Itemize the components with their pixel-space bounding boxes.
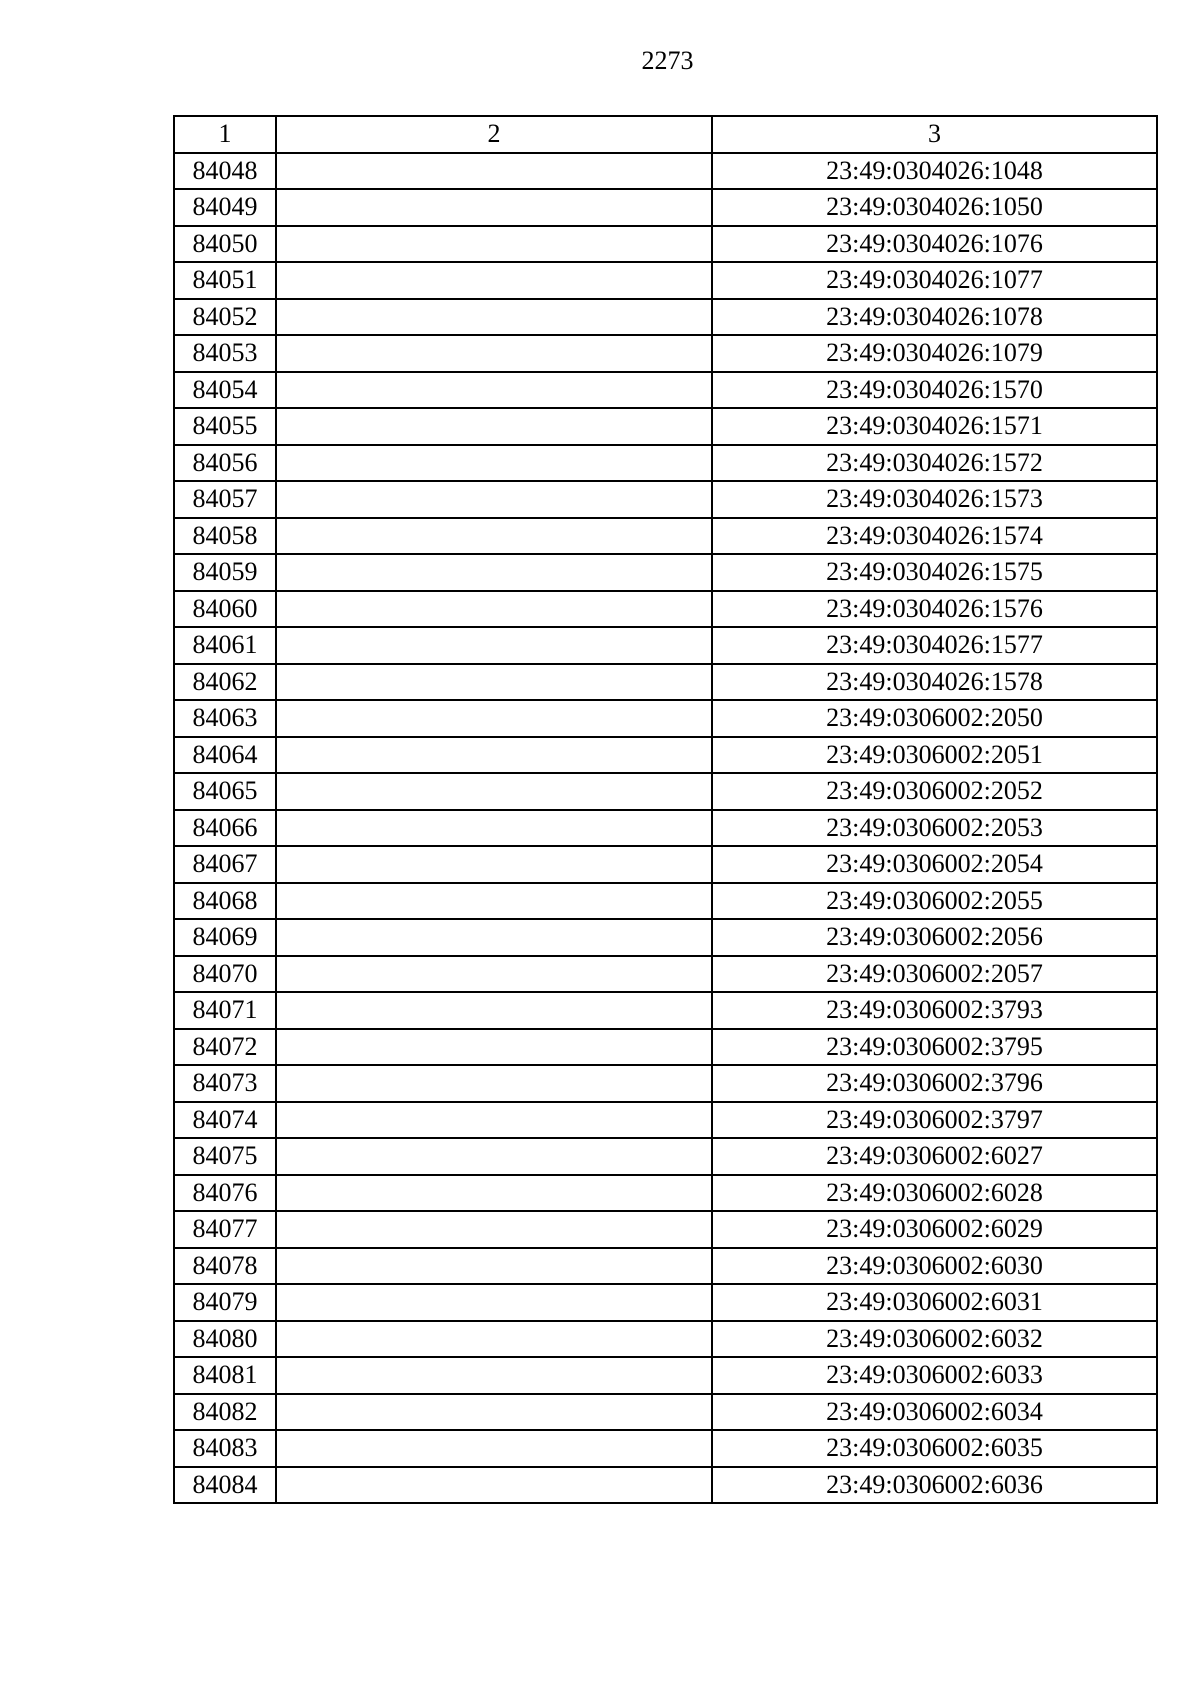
row-description-cell: [276, 262, 712, 299]
row-cadastral-code-cell: 23:49:0304026:1575: [712, 554, 1157, 591]
row-description-cell: [276, 1138, 712, 1175]
table-row: [174, 773, 1157, 810]
row-description-cell: [276, 299, 712, 336]
row-description-cell: [276, 408, 712, 445]
row-cadastral-code-cell: 23:49:0304026:1573: [712, 481, 1157, 518]
row-cadastral-code-cell: 23:49:0306002:6034: [712, 1394, 1157, 1431]
table-row: [174, 700, 1157, 737]
table-row: [174, 846, 1157, 883]
row-number-cell: 84060: [174, 591, 276, 628]
row-cadastral-code-cell: 23:49:0304026:1578: [712, 664, 1157, 701]
row-description-cell: [276, 846, 712, 883]
row-cadastral-code-cell: 23:49:0304026:1571: [712, 408, 1157, 445]
row-cadastral-code-cell: 23:49:0304026:1570: [712, 372, 1157, 409]
row-number-cell: 84084: [174, 1467, 276, 1504]
row-number-cell: 84080: [174, 1321, 276, 1358]
table-row: [174, 1284, 1157, 1321]
row-number-cell: 84073: [174, 1065, 276, 1102]
row-cadastral-code-cell: 23:49:0306002:6029: [712, 1211, 1157, 1248]
row-cadastral-code-cell: 23:49:0306002:6031: [712, 1284, 1157, 1321]
row-description-cell: [276, 189, 712, 226]
row-number-cell: 84074: [174, 1102, 276, 1139]
row-description-cell: [276, 956, 712, 993]
row-number-cell: 84051: [174, 262, 276, 299]
row-description-cell: [276, 773, 712, 810]
table-row: [174, 1357, 1157, 1394]
table-row: [174, 189, 1157, 226]
row-cadastral-code-cell: 23:49:0306002:6036: [712, 1467, 1157, 1504]
row-description-cell: [276, 1065, 712, 1102]
row-number-cell: 84075: [174, 1138, 276, 1175]
row-description-cell: [276, 1467, 712, 1504]
row-number-cell: 84066: [174, 810, 276, 847]
row-number-cell: 84055: [174, 408, 276, 445]
row-number-cell: 84053: [174, 335, 276, 372]
row-number-cell: 84067: [174, 846, 276, 883]
table-row: [174, 408, 1157, 445]
row-description-cell: [276, 518, 712, 555]
table-row: [174, 299, 1157, 336]
table-row: [174, 627, 1157, 664]
row-description-cell: [276, 992, 712, 1029]
row-number-cell: 84054: [174, 372, 276, 409]
table-row: [174, 1211, 1157, 1248]
row-description-cell: [276, 1211, 712, 1248]
table-row: [174, 1394, 1157, 1431]
row-cadastral-code-cell: 23:49:0304026:1077: [712, 262, 1157, 299]
page-number: 2273: [641, 46, 694, 75]
row-description-cell: [276, 591, 712, 628]
row-number-cell: 84061: [174, 627, 276, 664]
row-cadastral-code-cell: 23:49:0304026:1050: [712, 189, 1157, 226]
row-cadastral-code-cell: 23:49:0304026:1048: [712, 153, 1157, 190]
table-row: [174, 1138, 1157, 1175]
row-cadastral-code-cell: 23:49:0306002:6035: [712, 1430, 1157, 1467]
header-col-3: 3: [712, 116, 1157, 153]
row-number-cell: 84057: [174, 481, 276, 518]
table-row: [174, 1175, 1157, 1212]
row-cadastral-code-cell: 23:49:0306002:2056: [712, 919, 1157, 956]
row-cadastral-code-cell: 23:49:0304026:1574: [712, 518, 1157, 555]
table-row: [174, 226, 1157, 263]
row-description-cell: [276, 1248, 712, 1285]
row-cadastral-code-cell: 23:49:0306002:2053: [712, 810, 1157, 847]
row-cadastral-code-cell: 23:49:0304026:1076: [712, 226, 1157, 263]
row-number-cell: 84063: [174, 700, 276, 737]
table-row: [174, 591, 1157, 628]
table-row: [174, 992, 1157, 1029]
table-row: [174, 335, 1157, 372]
row-description-cell: [276, 810, 712, 847]
row-cadastral-code-cell: 23:49:0306002:2054: [712, 846, 1157, 883]
row-number-cell: 84048: [174, 153, 276, 190]
row-number-cell: 84058: [174, 518, 276, 555]
row-description-cell: [276, 153, 712, 190]
row-cadastral-code-cell: 23:49:0306002:6027: [712, 1138, 1157, 1175]
row-number-cell: 84076: [174, 1175, 276, 1212]
row-description-cell: [276, 1321, 712, 1358]
table-row: [174, 518, 1157, 555]
row-description-cell: [276, 1357, 712, 1394]
row-description-cell: [276, 737, 712, 774]
row-number-cell: 84072: [174, 1029, 276, 1066]
table-row: [174, 956, 1157, 993]
row-number-cell: 84059: [174, 554, 276, 591]
table-row: [174, 664, 1157, 701]
header-row: [174, 116, 1157, 153]
row-number-cell: 84069: [174, 919, 276, 956]
row-number-cell: 84056: [174, 445, 276, 482]
table-row: [174, 262, 1157, 299]
row-cadastral-code-cell: 23:49:0306002:2057: [712, 956, 1157, 993]
table-body: [174, 153, 1157, 1504]
table-row: [174, 1430, 1157, 1467]
table-row: [174, 883, 1157, 920]
row-cadastral-code-cell: 23:49:0306002:2055: [712, 883, 1157, 920]
row-number-cell: 84062: [174, 664, 276, 701]
row-description-cell: [276, 335, 712, 372]
table-row: [174, 1248, 1157, 1285]
row-number-cell: 84070: [174, 956, 276, 993]
table-header: [174, 116, 1157, 153]
row-number-cell: 84049: [174, 189, 276, 226]
row-cadastral-code-cell: 23:49:0306002:6028: [712, 1175, 1157, 1212]
row-cadastral-code-cell: 23:49:0304026:1576: [712, 591, 1157, 628]
row-number-cell: 84077: [174, 1211, 276, 1248]
table-row: [174, 1321, 1157, 1358]
header-col-2: 2: [276, 116, 712, 153]
row-number-cell: 84065: [174, 773, 276, 810]
row-description-cell: [276, 1029, 712, 1066]
row-cadastral-code-cell: 23:49:0306002:3797: [712, 1102, 1157, 1139]
row-number-cell: 84079: [174, 1284, 276, 1321]
row-description-cell: [276, 883, 712, 920]
row-cadastral-code-cell: 23:49:0306002:2050: [712, 700, 1157, 737]
row-description-cell: [276, 700, 712, 737]
row-description-cell: [276, 554, 712, 591]
table-row: [174, 554, 1157, 591]
row-description-cell: [276, 1284, 712, 1321]
row-number-cell: 84068: [174, 883, 276, 920]
row-number-cell: 84081: [174, 1357, 276, 1394]
row-cadastral-code-cell: 23:49:0306002:6030: [712, 1248, 1157, 1285]
row-number-cell: 84052: [174, 299, 276, 336]
row-description-cell: [276, 445, 712, 482]
row-number-cell: 84071: [174, 992, 276, 1029]
row-cadastral-code-cell: 23:49:0306002:2052: [712, 773, 1157, 810]
row-description-cell: [276, 664, 712, 701]
table-row: [174, 919, 1157, 956]
row-description-cell: [276, 1102, 712, 1139]
table-row: [174, 1065, 1157, 1102]
row-description-cell: [276, 372, 712, 409]
row-cadastral-code-cell: 23:49:0304026:1577: [712, 627, 1157, 664]
row-description-cell: [276, 627, 712, 664]
row-number-cell: 84050: [174, 226, 276, 263]
table-row: [174, 153, 1157, 190]
row-cadastral-code-cell: 23:49:0306002:3796: [712, 1065, 1157, 1102]
row-description-cell: [276, 1175, 712, 1212]
row-cadastral-code-cell: 23:49:0306002:2051: [712, 737, 1157, 774]
row-description-cell: [276, 919, 712, 956]
table-row: [174, 1467, 1157, 1504]
row-description-cell: [276, 481, 712, 518]
table-row: [174, 737, 1157, 774]
row-cadastral-code-cell: 23:49:0306002:3795: [712, 1029, 1157, 1066]
row-description-cell: [276, 1394, 712, 1431]
table-row: [174, 1029, 1157, 1066]
row-description-cell: [276, 226, 712, 263]
row-cadastral-code-cell: 23:49:0306002:6033: [712, 1357, 1157, 1394]
row-number-cell: 84064: [174, 737, 276, 774]
row-description-cell: [276, 1430, 712, 1467]
table-row: [174, 1102, 1157, 1139]
table-row: [174, 810, 1157, 847]
row-cadastral-code-cell: 23:49:0304026:1079: [712, 335, 1157, 372]
registry-table: [173, 115, 1158, 1504]
row-number-cell: 84078: [174, 1248, 276, 1285]
header-col-1: 1: [174, 116, 276, 153]
row-cadastral-code-cell: 23:49:0306002:6032: [712, 1321, 1157, 1358]
row-number-cell: 84082: [174, 1394, 276, 1431]
table-row: [174, 481, 1157, 518]
table-row: [174, 372, 1157, 409]
row-cadastral-code-cell: 23:49:0304026:1078: [712, 299, 1157, 336]
row-number-cell: 84083: [174, 1430, 276, 1467]
table-row: [174, 445, 1157, 482]
row-cadastral-code-cell: 23:49:0306002:3793: [712, 992, 1157, 1029]
row-cadastral-code-cell: 23:49:0304026:1572: [712, 445, 1157, 482]
